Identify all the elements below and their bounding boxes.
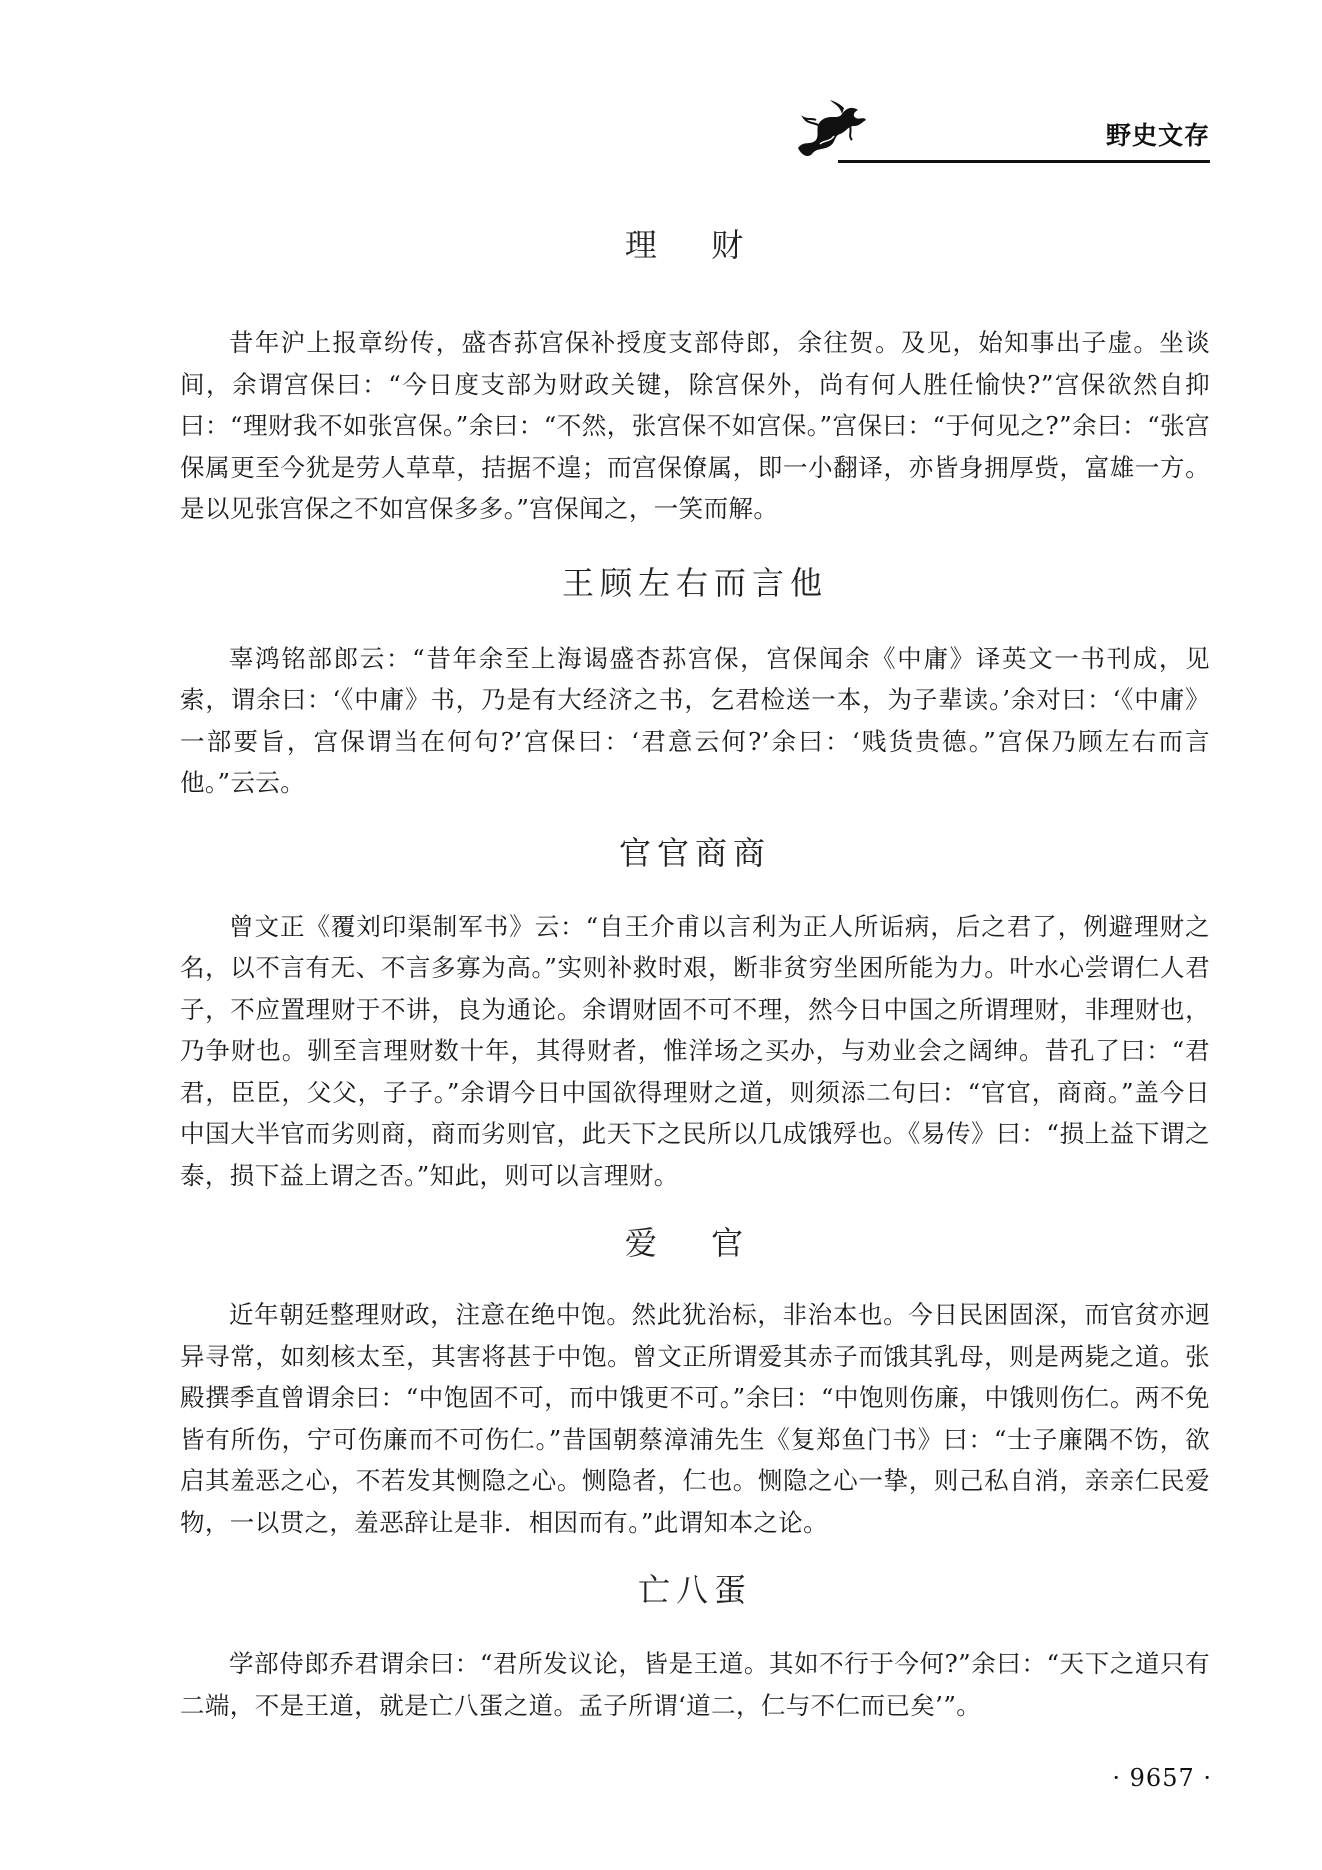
header-rule [838, 160, 1210, 163]
running-header [790, 96, 1210, 166]
section-paragraph: 辜鸿铭部郎云：“昔年余至上海谒盛杏荪宫保，宫保闻余《中庸》译英文一书刊成，见索，谓余曰：‘《中庸》书，乃是有大经济之书，乞君检送一本，为子辈读。’余对曰：‘《中庸》一部要旨，宫保谓当在何句?’宫保曰：‘君意云何?’余曰：‘贱货贵德。”宫保乃顾左右而言他。”云云。 [180, 643, 1210, 797]
section-title: 爱 官 [624, 1224, 766, 1262]
section-paragraph: 昔年沪上报章纷传，盛杏荪宫保补授度支部侍郎，余往贺。及见，始知事出子虚。坐谈间，余谓宫保曰：“今日度支部为财政关键，除宫保外，尚有何人胜任愉快?”宫保欲然自抑曰：“理财我不如张宫保。”余曰：“不然，张宫保不如宫保。”宫保曰：“于何见之?”余曰：“张宫保属更至今犹是劳人草草，拮据不遑；而宫保僚属，即一小翻译，亦皆身拥厚赀，富雄一方。是以见张宫保之不如宫保多多。”宫保闻之，一笑而解。 [180, 328, 1210, 523]
section-paragraph: 学部侍郎乔君谓余曰：“君所发议论，皆是王道。其如不行于今何?”余曰：“天下之道只有二端，不是王道，就是亡八蛋之道。孟子所谓‘道二，仁与不仁而已矣’”。 [180, 1649, 1210, 1720]
dragon-icon [790, 96, 870, 160]
section-title: 理 财 [624, 226, 766, 264]
section-title: 官官商商 [618, 833, 771, 872]
section-title: 亡八蛋 [637, 1571, 752, 1609]
page-number: · 9657 · [1112, 1764, 1212, 1792]
article-body [180, 200, 1210, 1726]
section-paragraph: 近年朝廷整理财政，注意在绝中饱。然此犹治标，非治本也。今日民困固深，而官贫亦迥异寻常，如刻核太至，其害将甚于中饱。曾文正所谓爱其赤子而饿其乳母，则是两毙之道。张殿撰季直曾谓余曰：“中饱固不可，而中饿更不可。”余曰：“中饱则伤廉，中饿则伤仁。两不免皆有所伤，宁可伤廉而不可伤仁。”昔国朝蔡漳浦先生《复郑鱼门书》曰：“士子廉隅不饬，欲启其羞恶之心，不若发其恻隐之心。恻隐者，仁也。恻隐之心一挚，则己私自消，亲亲仁民爱物，一以贯之，羞恶辞让是非．相因而有。”此谓知本之论。 [180, 1300, 1210, 1537]
section-paragraph: 曾文正《覆刘印渠制军书》云：“自王介甫以言利为正人所诟病，后之君了，例避理财之名，以不言有无、不言多寡为高。”实则补救时艰，断非贫穷坐困所能为力。叶水心尝谓仁人君子，不应置理财于不讲，良为通论。余谓财固不可不理，然今日中国之所谓理财，非理财也，乃争财也。驯至言理财数十年，其得财者，惟洋场之买办，与劝业会之阔绅。昔孔了曰：“君君，臣臣，父父，子子。”余谓今日中国欲得理财之道，则须添二句曰：“官官，商商。”盖今日中国大半官而劣则商，商而劣则官，此天下之民所以几成饿殍也。《易传》曰：“损上益下谓之泰，损下益上谓之否。”知此，则可以言理财。 [180, 911, 1210, 1190]
series-title: 野史文存 [1105, 121, 1210, 150]
section-title: 王顾左右而言他 [561, 563, 828, 602]
